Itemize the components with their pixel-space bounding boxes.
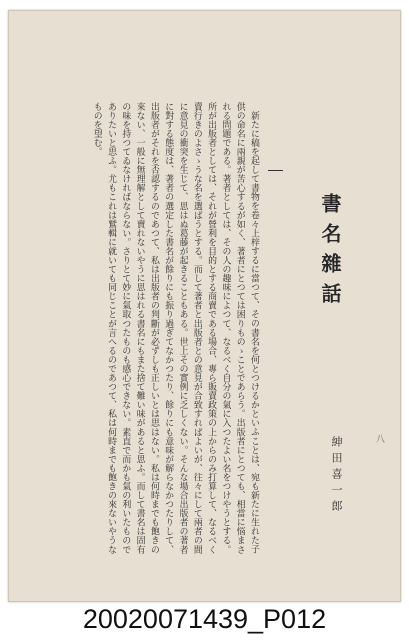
section-marker: [268, 170, 283, 171]
article-title: 書名雜話: [318, 193, 342, 313]
body-text: [32, 102, 261, 557]
author-name: 紳田喜一郎: [330, 436, 343, 516]
paragraph: 新たに稿を起して書物を卷々上梓するに當つて、その書名を何とつけるかといふことは、宛も新たに生れた子供の命名に兩親が苦心するが如く、著者にとつては困りものゝことであらう。出版者にとつても、相當に悩まされる問題である。著者としては、その人の趣味によつて、なるべく自分の氣に入つたよい名をつけやうとする。所が出版者としては、それが營利を目的とする商賣である場合、專ら販賣政策の上からのみ打算して、なるべく賣行きのよさゝうな名を選ばうとする。而して著者と出版者との意見が合致すればよいが、往々にして兩者の間に意見の衝突を生じて、思はぬ葛藤が起きることもある。世上その實例に乏しくない。そんな場合出版者の著者に對する態度は、著者の選定した書名が餘りにも振り過ぎてなかつたり、餘りにも意味が解らなかつたりして、出版者がそれを否認するのであつて、私は出版者の判斷が必ずしも正しいとは思はない。私は何時までも飽きの來ない、一般に無理解として賣れないやうに思はれる書名にもまた捨て難い味があると思ふ。而して書名は固有の味を持つてゐなければならない。さりとて妙に氣取つたものも感心できない。素直で而かも氣の利いたものでありたいと思ふ。尤もこれは鷲輯に就いても同じことが言へるのであつて、私は何時までも飽きの來ないやうなものを望む。: [91, 102, 259, 554]
page-number: 八: [376, 435, 386, 445]
image-caption: 20020071439_P012: [82, 604, 327, 634]
